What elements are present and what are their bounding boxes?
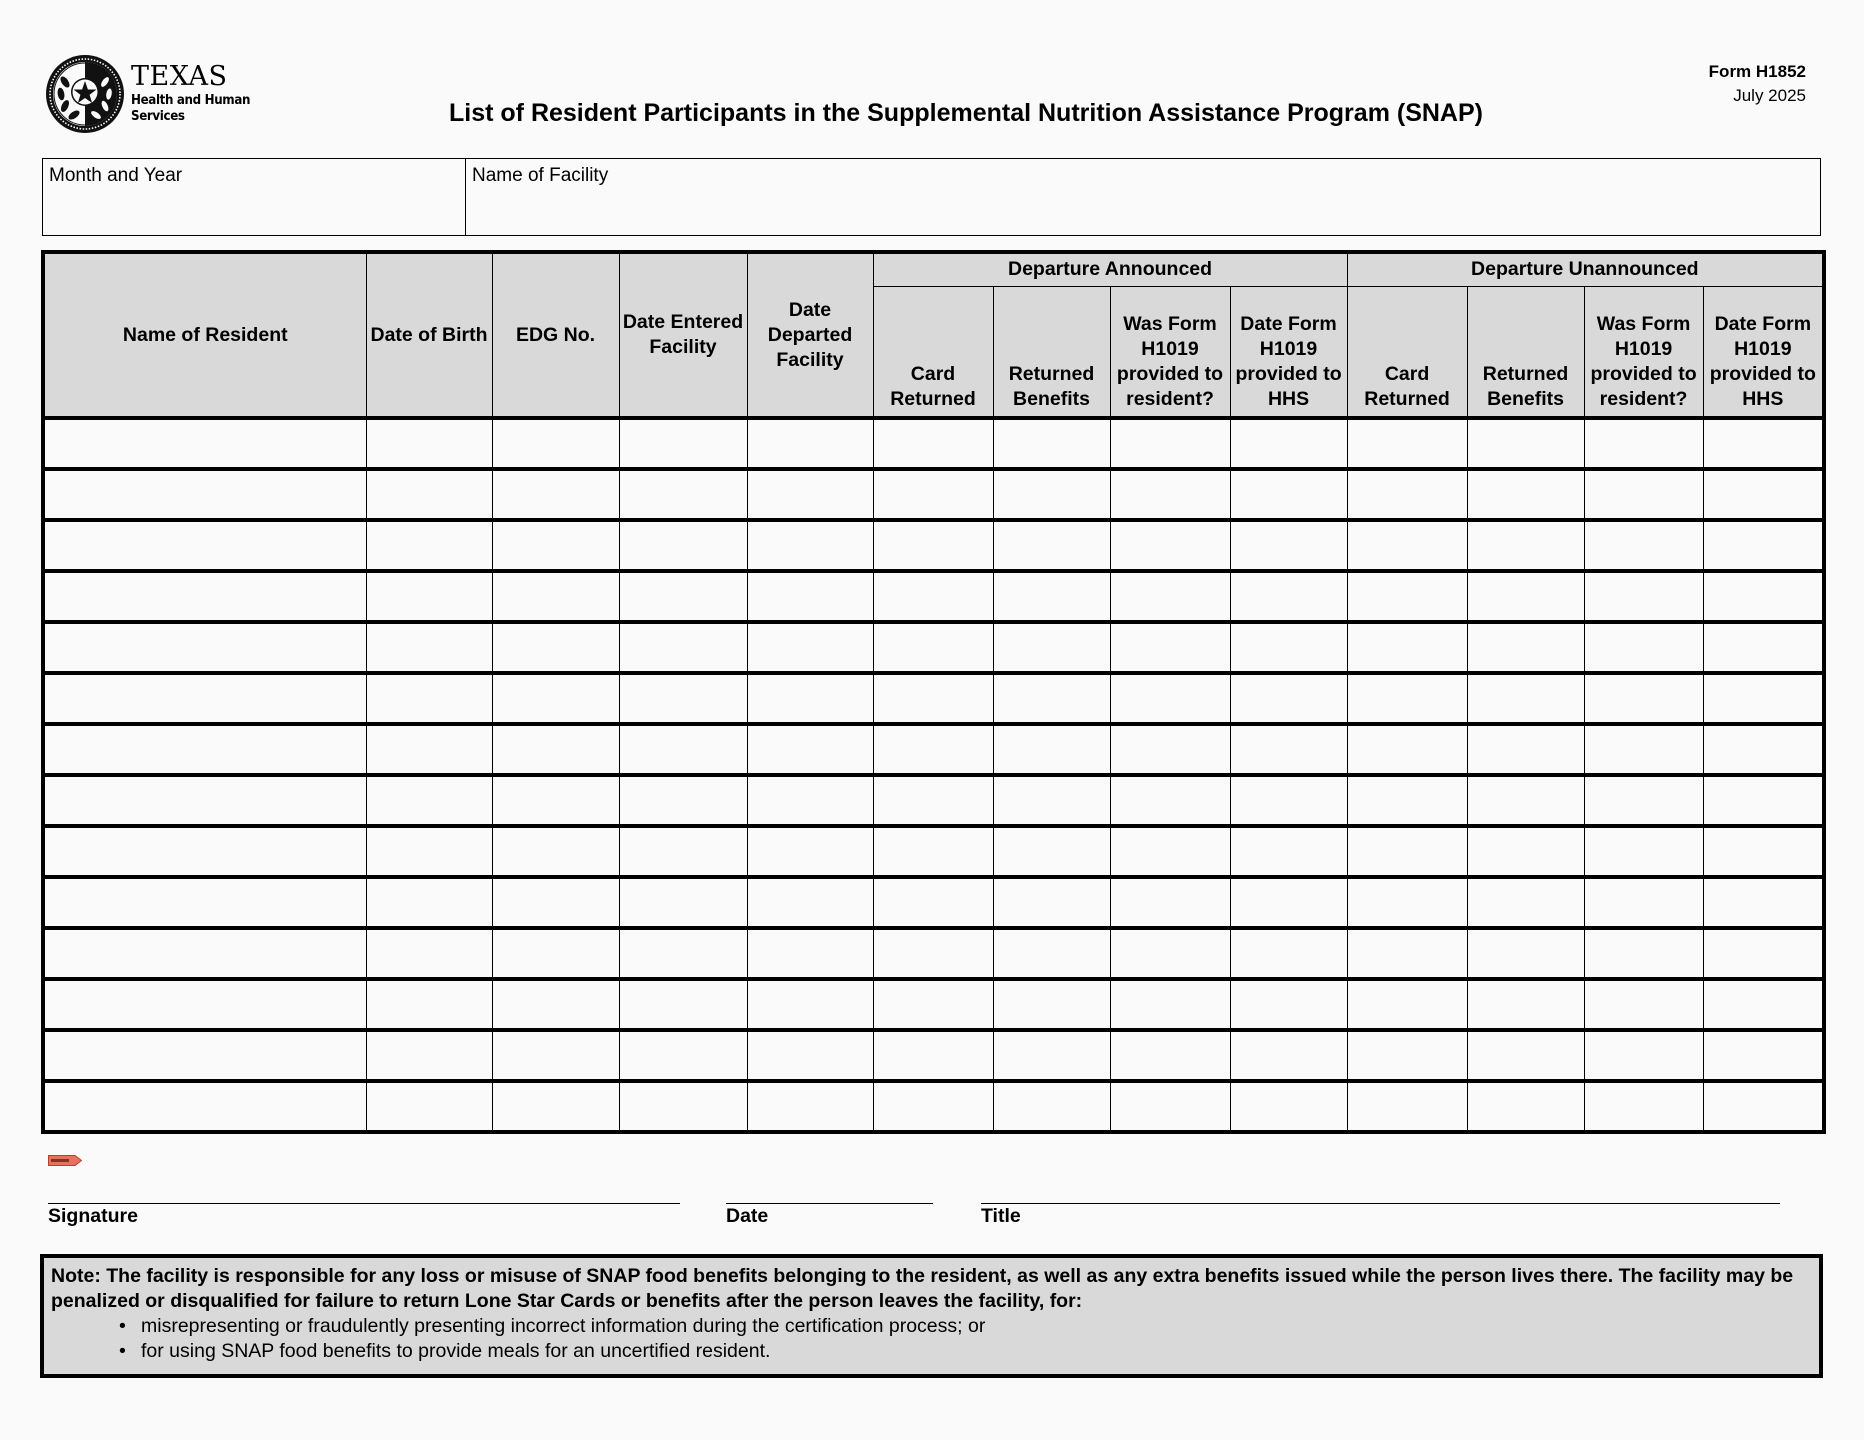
- table-cell-input[interactable]: [619, 1030, 747, 1081]
- table-cell-input[interactable]: [873, 928, 993, 979]
- table-cell-input[interactable]: [492, 520, 619, 571]
- table-cell-input[interactable]: [747, 673, 873, 724]
- table-cell-input[interactable]: [1230, 622, 1347, 673]
- table-cell-input[interactable]: [993, 469, 1110, 520]
- table-cell-input[interactable]: [873, 469, 993, 520]
- table-cell-input[interactable]: [1584, 520, 1703, 571]
- table-cell-input[interactable]: [1347, 724, 1467, 775]
- table-cell-input[interactable]: [1467, 724, 1584, 775]
- table-cell-input[interactable]: [993, 877, 1110, 928]
- table-cell-input[interactable]: [366, 979, 492, 1030]
- table-cell-input[interactable]: [873, 673, 993, 724]
- table-cell-input[interactable]: [43, 418, 366, 469]
- table-row: [43, 928, 1824, 979]
- table-row: [43, 775, 1824, 826]
- table-cell-input[interactable]: [492, 469, 619, 520]
- form-number: Form H1852: [1708, 62, 1806, 81]
- table-cell-input[interactable]: [873, 724, 993, 775]
- table-cell-input[interactable]: [1584, 1030, 1703, 1081]
- table-cell-input[interactable]: [492, 724, 619, 775]
- table-cell-input[interactable]: [1584, 775, 1703, 826]
- table-cell-input[interactable]: [619, 571, 747, 622]
- table-cell-input[interactable]: [1110, 1081, 1230, 1132]
- table-cell-input[interactable]: [1230, 979, 1347, 1030]
- table-cell-input[interactable]: [1230, 724, 1347, 775]
- table-cell-input[interactable]: [747, 979, 873, 1030]
- table-cell-input[interactable]: [993, 928, 1110, 979]
- column-header: Name of Resident: [43, 252, 366, 418]
- table-cell-input[interactable]: [492, 673, 619, 724]
- table-cell-input[interactable]: [619, 928, 747, 979]
- table-cell-input[interactable]: [993, 622, 1110, 673]
- table-cell-input[interactable]: [43, 1081, 366, 1132]
- table-cell-input[interactable]: [1467, 877, 1584, 928]
- table-cell-input[interactable]: [1703, 469, 1824, 520]
- table-cell-input[interactable]: [619, 520, 747, 571]
- table-cell-input[interactable]: [366, 775, 492, 826]
- table-cell-input[interactable]: [747, 622, 873, 673]
- table-cell-input[interactable]: [1110, 724, 1230, 775]
- table-cell-input[interactable]: [1467, 571, 1584, 622]
- table-cell-input[interactable]: [993, 979, 1110, 1030]
- table-cell-input[interactable]: [1584, 826, 1703, 877]
- table-cell-input[interactable]: [366, 1081, 492, 1132]
- date-label: Date: [726, 1205, 769, 1227]
- table-cell-input[interactable]: [1230, 877, 1347, 928]
- roster-body: [43, 418, 1824, 1132]
- table-cell-input[interactable]: [619, 673, 747, 724]
- signature-field[interactable]: [48, 1203, 680, 1228]
- column-header: Date Form H1019 provided to HHS: [1230, 286, 1347, 418]
- column-header: Date Form H1019 provided to HHS: [1703, 286, 1824, 418]
- table-cell-input[interactable]: [43, 724, 366, 775]
- table-cell-input[interactable]: [993, 673, 1110, 724]
- table-cell-input[interactable]: [1584, 673, 1703, 724]
- table-cell-input[interactable]: [1110, 826, 1230, 877]
- table-cell-input[interactable]: [747, 724, 873, 775]
- table-cell-input[interactable]: [1347, 571, 1467, 622]
- table-cell-input[interactable]: [619, 622, 747, 673]
- table-cell-input[interactable]: [1347, 928, 1467, 979]
- table-cell-input[interactable]: [43, 571, 366, 622]
- column-header: Date Departed Facility: [747, 252, 873, 418]
- table-cell-input[interactable]: [366, 622, 492, 673]
- form-header-fields: [42, 158, 1821, 236]
- table-cell-input[interactable]: [1347, 979, 1467, 1030]
- table-cell-input[interactable]: [1347, 520, 1467, 571]
- table-cell-input[interactable]: [1347, 775, 1467, 826]
- table-cell-input[interactable]: [873, 622, 993, 673]
- table-cell-input[interactable]: [366, 877, 492, 928]
- table-cell-input[interactable]: [619, 1081, 747, 1132]
- month-year-field[interactable]: [43, 159, 466, 235]
- table-cell-input[interactable]: [993, 520, 1110, 571]
- table-cell-input[interactable]: [1467, 928, 1584, 979]
- table-cell-input[interactable]: [747, 571, 873, 622]
- table-cell-input[interactable]: [993, 775, 1110, 826]
- column-header: Card Returned: [1347, 286, 1467, 418]
- facility-name-label: Name of Facility: [472, 165, 609, 186]
- table-cell-input[interactable]: [1584, 1081, 1703, 1132]
- table-cell-input[interactable]: [873, 979, 993, 1030]
- table-cell-input[interactable]: [1703, 979, 1824, 1030]
- table-cell-input[interactable]: [492, 775, 619, 826]
- table-cell-input[interactable]: [1703, 571, 1824, 622]
- note-box: [40, 1254, 1823, 1378]
- table-cell-input[interactable]: [43, 979, 366, 1030]
- table-cell-input[interactable]: [873, 826, 993, 877]
- table-cell-input[interactable]: [747, 826, 873, 877]
- table-cell-input[interactable]: [1230, 418, 1347, 469]
- table-cell-input[interactable]: [993, 724, 1110, 775]
- table-cell-input[interactable]: [1703, 724, 1824, 775]
- resident-roster-table: [41, 250, 1826, 1134]
- note-text: Note: The facility is responsible for any loss or misuse of SNAP food benefits belonging to the resident, as well as any extra benefits issued while the person lives there. The facility may be penalized or disqualified for failure to return Lone Star Cards or benefits after the person leaves the facility, for:: [51, 1265, 1794, 1312]
- table-cell-input[interactable]: [747, 1081, 873, 1132]
- table-cell-input[interactable]: [1467, 775, 1584, 826]
- table-cell-input[interactable]: [873, 571, 993, 622]
- table-cell-input[interactable]: [1230, 1081, 1347, 1132]
- table-cell-input[interactable]: [492, 571, 619, 622]
- logo-agency-line-1: Health and Human: [131, 92, 251, 109]
- table-cell-input[interactable]: [366, 520, 492, 571]
- table-cell-input[interactable]: [1110, 622, 1230, 673]
- table-cell-input[interactable]: [1467, 673, 1584, 724]
- table-cell-input[interactable]: [1110, 418, 1230, 469]
- table-cell-input[interactable]: [1110, 1030, 1230, 1081]
- table-row: [43, 673, 1824, 724]
- table-cell-input[interactable]: [1110, 775, 1230, 826]
- table-cell-input[interactable]: [1230, 469, 1347, 520]
- table-cell-input[interactable]: [1230, 673, 1347, 724]
- table-cell-input[interactable]: [619, 979, 747, 1030]
- table-cell-input[interactable]: [619, 775, 747, 826]
- table-cell-input[interactable]: [366, 418, 492, 469]
- table-row: [43, 571, 1824, 622]
- table-cell-input[interactable]: [619, 469, 747, 520]
- table-cell-input[interactable]: [1230, 1030, 1347, 1081]
- signature-date-field[interactable]: [726, 1203, 933, 1228]
- table-cell-input[interactable]: [993, 1081, 1110, 1132]
- table-cell-input[interactable]: [1467, 1081, 1584, 1132]
- table-cell-input[interactable]: [873, 775, 993, 826]
- note-bullet-list: [119, 1314, 1813, 1364]
- table-cell-input[interactable]: [1467, 1030, 1584, 1081]
- column-header: Date of Birth: [366, 252, 492, 418]
- table-cell-input[interactable]: [492, 622, 619, 673]
- table-cell-input[interactable]: [43, 520, 366, 571]
- table-cell-input[interactable]: [873, 418, 993, 469]
- column-header: EDG No.: [492, 252, 619, 418]
- table-cell-input[interactable]: [366, 724, 492, 775]
- table-cell-input[interactable]: [1467, 979, 1584, 1030]
- page-title-text: List of Resident Participants in the Supplemental Nutrition Assistance Program (SNAP): [449, 99, 1483, 127]
- table-cell-input[interactable]: [1703, 418, 1824, 469]
- table-cell-input[interactable]: [1110, 469, 1230, 520]
- facility-name-field[interactable]: [466, 159, 1820, 235]
- table-row: [43, 877, 1824, 928]
- table-row: [43, 826, 1824, 877]
- month-year-label: Month and Year: [49, 165, 183, 186]
- table-cell-input[interactable]: [993, 571, 1110, 622]
- signer-title-field[interactable]: [981, 1203, 1780, 1228]
- table-cell-input[interactable]: [1110, 928, 1230, 979]
- table-cell-input[interactable]: [1347, 826, 1467, 877]
- table-cell-input[interactable]: [747, 775, 873, 826]
- logo-agency-line-2: Services: [131, 108, 185, 124]
- table-cell-input[interactable]: [993, 826, 1110, 877]
- table-cell-input[interactable]: [1230, 826, 1347, 877]
- column-header: Returned Benefits: [1467, 286, 1584, 418]
- table-cell-input[interactable]: [619, 418, 747, 469]
- table-cell-input[interactable]: [747, 418, 873, 469]
- table-cell-input[interactable]: [1110, 571, 1230, 622]
- table-cell-input[interactable]: [1703, 826, 1824, 877]
- sign-here-flag-icon: [48, 1155, 82, 1166]
- table-cell-input[interactable]: [43, 775, 366, 826]
- table-cell-input[interactable]: [366, 469, 492, 520]
- table-cell-input[interactable]: [492, 418, 619, 469]
- table-cell-input[interactable]: [873, 1081, 993, 1132]
- table-cell-input[interactable]: [619, 826, 747, 877]
- table-row: [43, 469, 1824, 520]
- table-cell-input[interactable]: [1467, 520, 1584, 571]
- table-cell-input[interactable]: [492, 826, 619, 877]
- table-row: [43, 1081, 1824, 1132]
- table-cell-input[interactable]: [366, 826, 492, 877]
- table-cell-input[interactable]: [1347, 1030, 1467, 1081]
- table-cell-input[interactable]: [366, 928, 492, 979]
- page-title: [0, 99, 1864, 128]
- table-cell-input[interactable]: [492, 979, 619, 1030]
- table-cell-input[interactable]: [1703, 1030, 1824, 1081]
- table-cell-input[interactable]: [1110, 877, 1230, 928]
- table-cell-input[interactable]: [1703, 673, 1824, 724]
- table-cell-input[interactable]: [1584, 877, 1703, 928]
- table-cell-input[interactable]: [873, 520, 993, 571]
- table-row: [43, 1030, 1824, 1081]
- table-cell-input[interactable]: [43, 673, 366, 724]
- table-cell-input[interactable]: [747, 928, 873, 979]
- table-cell-input[interactable]: [873, 1030, 993, 1081]
- table-cell-input[interactable]: [1467, 622, 1584, 673]
- table-cell-input[interactable]: [1110, 979, 1230, 1030]
- group-header-departure-unannounced: Departure Unannounced: [1347, 252, 1824, 286]
- note-bullet: • for using SNAP food benefits to provide meals for an uncertified resident.: [119, 1339, 1813, 1364]
- table-cell-input[interactable]: [1467, 469, 1584, 520]
- table-cell-input[interactable]: [747, 469, 873, 520]
- table-cell-input[interactable]: [1584, 571, 1703, 622]
- table-cell-input[interactable]: [1584, 928, 1703, 979]
- table-cell-input[interactable]: [993, 418, 1110, 469]
- table-cell-input[interactable]: [1703, 877, 1824, 928]
- table-cell-input[interactable]: [1110, 673, 1230, 724]
- table-cell-input[interactable]: [1347, 622, 1467, 673]
- table-cell-input[interactable]: [873, 877, 993, 928]
- column-header: Returned Benefits: [993, 286, 1110, 418]
- table-cell-input[interactable]: [1347, 1081, 1467, 1132]
- table-cell-input[interactable]: [43, 622, 366, 673]
- table-row: [43, 520, 1824, 571]
- table-cell-input[interactable]: [1347, 418, 1467, 469]
- table-cell-input[interactable]: [747, 520, 873, 571]
- title-label: Title: [981, 1205, 1021, 1227]
- table-cell-input[interactable]: [1467, 418, 1584, 469]
- table-cell-input[interactable]: [366, 1030, 492, 1081]
- logo-texas-text: TEXAS: [131, 61, 228, 93]
- column-header: Date Entered Facility: [619, 252, 747, 418]
- table-cell-input[interactable]: [1584, 622, 1703, 673]
- table-cell-input[interactable]: [1584, 418, 1703, 469]
- table-cell-input[interactable]: [1584, 469, 1703, 520]
- table-cell-input[interactable]: [1347, 469, 1467, 520]
- table-cell-input[interactable]: [1703, 775, 1824, 826]
- table-cell-input[interactable]: [993, 1030, 1110, 1081]
- table-cell-input[interactable]: [43, 928, 366, 979]
- table-row: [43, 979, 1824, 1030]
- table-cell-input[interactable]: [492, 1081, 619, 1132]
- table-cell-input[interactable]: [747, 877, 873, 928]
- table-cell-input[interactable]: [1467, 826, 1584, 877]
- table-cell-input[interactable]: [1230, 520, 1347, 571]
- column-header: Was Form H1019 provided to resident?: [1584, 286, 1703, 418]
- table-cell-input[interactable]: [366, 571, 492, 622]
- table-cell-input[interactable]: [1230, 571, 1347, 622]
- table-cell-input[interactable]: [747, 1030, 873, 1081]
- table-cell-input[interactable]: [1584, 979, 1703, 1030]
- table-cell-input[interactable]: [1703, 1081, 1824, 1132]
- table-cell-input[interactable]: [619, 877, 747, 928]
- table-cell-input[interactable]: [1230, 928, 1347, 979]
- signature-label: Signature: [48, 1205, 138, 1227]
- group-header-departure-announced: Departure Announced: [873, 252, 1347, 286]
- table-cell-input[interactable]: [1584, 724, 1703, 775]
- table-cell-input[interactable]: [43, 1030, 366, 1081]
- table-cell-input[interactable]: [1703, 520, 1824, 571]
- table-cell-input[interactable]: [43, 826, 366, 877]
- table-cell-input[interactable]: [492, 928, 619, 979]
- table-cell-input[interactable]: [492, 877, 619, 928]
- column-header: Card Returned: [873, 286, 993, 418]
- note-bullet: • misrepresenting or fraudulently presenting incorrect information during the certification process; or: [119, 1314, 1813, 1339]
- table-row: [43, 724, 1824, 775]
- form-revision-date: July 2025: [1733, 86, 1806, 105]
- column-header: Was Form H1019 provided to resident?: [1110, 286, 1230, 418]
- table-cell-input[interactable]: [43, 877, 366, 928]
- table-cell-input[interactable]: [43, 469, 366, 520]
- table-cell-input[interactable]: [1703, 928, 1824, 979]
- table-cell-input[interactable]: [1230, 775, 1347, 826]
- table-cell-input[interactable]: [1703, 622, 1824, 673]
- table-row: [43, 622, 1824, 673]
- table-cell-input[interactable]: [1347, 877, 1467, 928]
- table-cell-input[interactable]: [619, 724, 747, 775]
- table-cell-input[interactable]: [1110, 520, 1230, 571]
- table-cell-input[interactable]: [366, 673, 492, 724]
- table-cell-input[interactable]: [492, 1030, 619, 1081]
- table-row: [43, 418, 1824, 469]
- table-cell-input[interactable]: [1347, 673, 1467, 724]
